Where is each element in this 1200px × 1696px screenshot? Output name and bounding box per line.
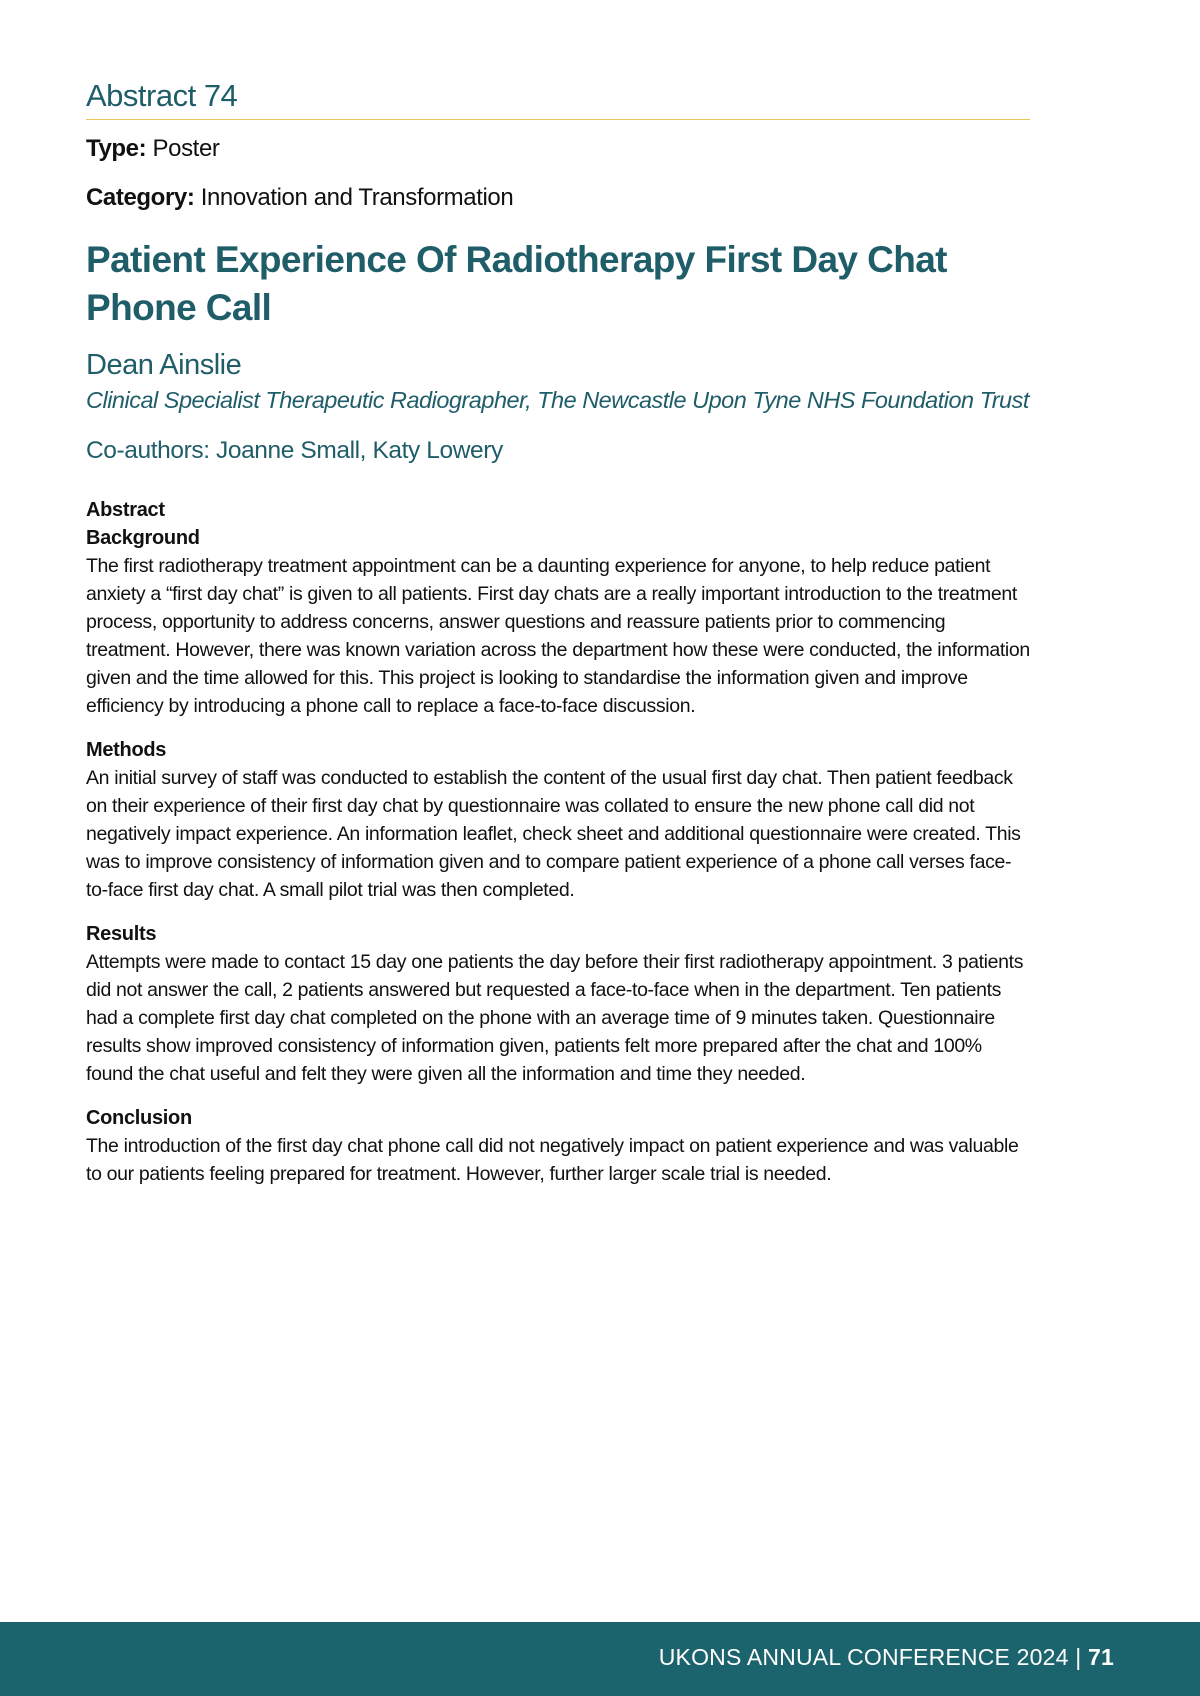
page-title: Patient Experience Of Radiotherapy First Day Chat Phone Call (86, 239, 947, 328)
page-number: 71 (1088, 1644, 1114, 1670)
category-label: Category: (86, 184, 195, 211)
header-divider (86, 119, 1030, 120)
footer-text (659, 1644, 1114, 1671)
section-text-background: The first radiotherapy treatment appointment can be a daunting experience for anyone, to help reduce patient anxiety a “first day chat” is given to all patients. First day chats are a really important introduction to the treatment process, opportunity to address concerns, answer questions and reassure patients prior to commencing treatment. However, there was known variation across the department how these were conducted, the information given and the time allowed for this. This project is looking to standardise the information given and improve efficiency by introducing a phone call to replace a face-to-face discussion. (86, 555, 1030, 717)
section-text-methods: An initial survey of staff was conducted to establish the content of the usual first day chat. Then patient feedback on their experience of their first day chat by questionnaire was collated to ensure the new phone call did not negatively impact experience. An information leaflet, check sheet and additional questionnaire were created. This was to improve consistency of information given and to compare patient experience of a phone call verses face-to-face first day chat. A small pilot trial was then completed. (86, 767, 1021, 901)
section-heading-conclusion: Conclusion (86, 1107, 192, 1129)
abstract-number: Abstract 74 (86, 78, 238, 113)
section-heading-background: Background (86, 527, 200, 549)
category-line (86, 184, 513, 212)
category-value: Innovation and Transformation (200, 184, 514, 211)
coauthors: Co-authors: Joanne Small, Katy Lowery (86, 437, 503, 464)
abstract-heading: Abstract (86, 499, 165, 521)
footer-separator: | (1075, 1644, 1082, 1670)
type-value: Poster (152, 135, 220, 162)
section-text-results: Attempts were made to contact 15 day one patients the day before their first radiotherapy appointment. 3 patients did not answer the call, 2 patients answered but requested a face-to-face when in the department. Ten patients had a complete first day chat completed on the phone with an average time of 9 minutes taken. Questionnaire results show improved consistency of information given, patients felt more prepared after the chat and 100% found the chat useful and felt they were given all the information and time they needed. (86, 951, 1024, 1085)
section-heading-results: Results (86, 923, 157, 945)
abstract-body (86, 496, 1030, 1204)
footer-conference: UKONS ANNUAL CONFERENCE 2024 (658, 1644, 1069, 1670)
section-heading-methods: Methods (86, 739, 167, 761)
type-label: Type: (86, 135, 147, 162)
author-name: Dean Ainslie (86, 349, 242, 381)
page-footer (0, 1622, 1200, 1696)
type-line (86, 135, 219, 163)
section-text-conclusion: The introduction of the first day chat phone call did not negatively impact on patient experience and was valuable to our patients feeling prepared for treatment. However, further larger scale trial is needed. (86, 1135, 1019, 1185)
author-affiliation: Clinical Specialist Therapeutic Radiographer, The Newcastle Upon Tyne NHS Foundation Trust (86, 387, 1029, 413)
